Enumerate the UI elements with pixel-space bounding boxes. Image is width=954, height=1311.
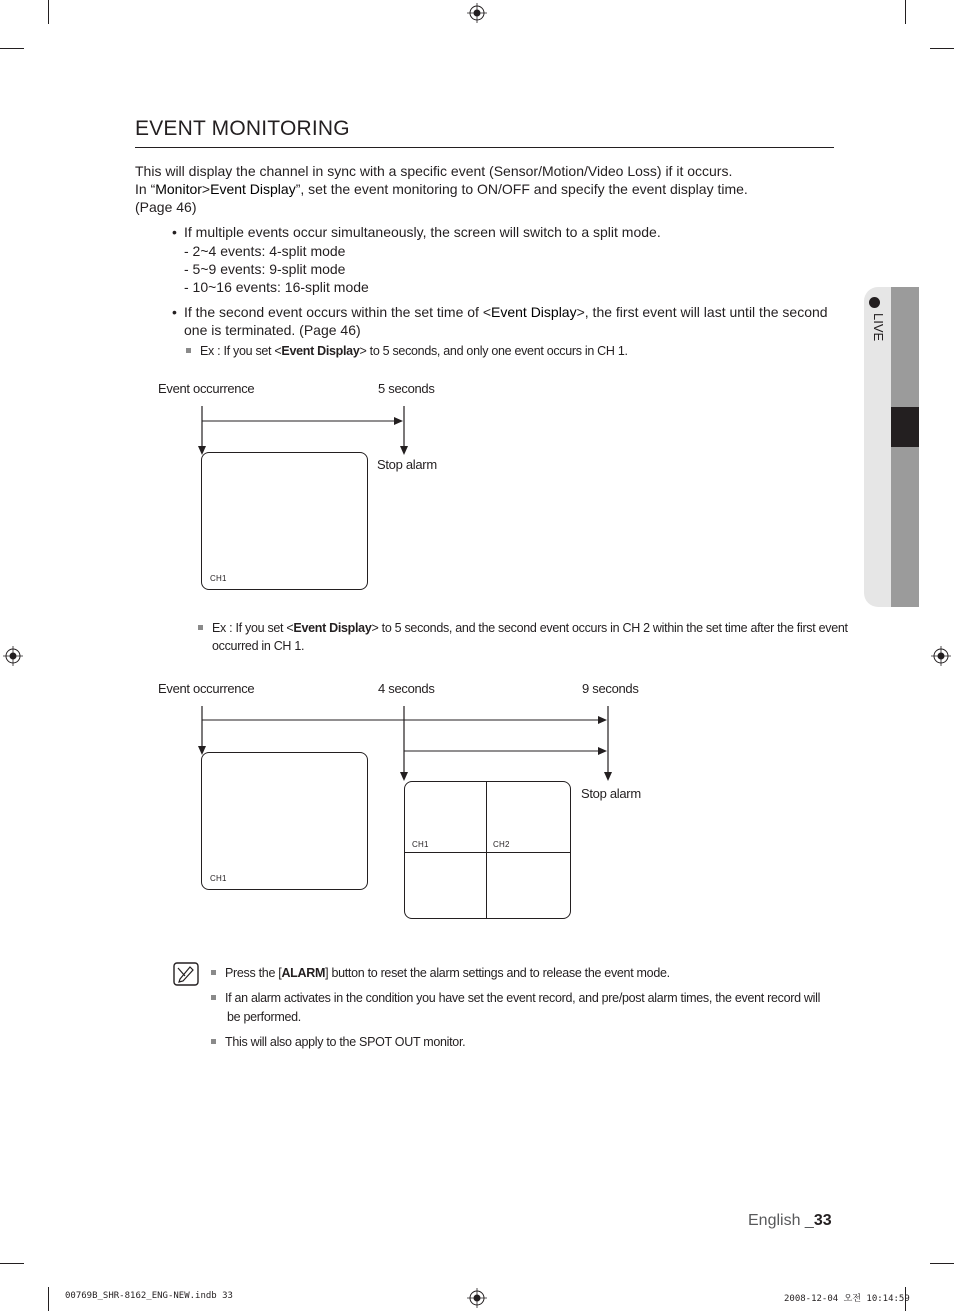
side-tab-label-wrap [868,313,888,353]
example-1 [186,342,628,360]
crop-mark [930,48,954,49]
note-text: ] button to reset the alarm settings and to release the event mode. [325,966,670,980]
bullet-marker: • [172,224,177,240]
note-item-line2: be performed. [227,1010,301,1024]
note-item [211,1033,465,1051]
menu-event-display: Event Display [210,181,296,197]
bullet-text-part: If the second event occurs within the set time of < [184,304,491,320]
crop-mark [0,1263,24,1264]
title-rule [135,147,834,148]
example-bold: Event Display [293,621,372,635]
crop-mark [48,0,49,24]
menu-separator: > [201,181,211,197]
example-text: Ex : If you set < [212,621,294,635]
note-text: Press the [ [225,966,282,980]
print-slug-file: 00769B_SHR-8162_ENG-NEW.indb 33 [65,1291,233,1301]
example-text: > to 5 seconds, and the second event occurs in CH 2 within the set time after the first event [371,621,848,635]
diagram1-label-end: 5 seconds [378,381,435,396]
split-divider [405,852,570,853]
channel-label: CH1 [412,840,429,849]
diagram1-label-stop: Stop alarm [377,457,437,472]
diagram2-label-end: 9 seconds [582,681,639,696]
monitor-split-screen [404,781,571,919]
channel-label: CH1 [210,874,227,883]
example-text: > to 5 seconds, and only one event occurs in CH 1. [359,344,628,358]
monitor-screen [201,452,368,590]
crop-mark [930,1263,954,1264]
square-bullet-icon [198,625,203,630]
intro-line-2 [135,180,748,198]
bullet-text-line2: one is terminated. (Page 46) [184,322,361,338]
bullet-subitem: - 5~9 events: 9-split mode [184,261,346,277]
split-divider [486,782,487,918]
square-bullet-icon [186,348,191,353]
bullet-subitem: - 10~16 events: 16-split mode [184,279,369,295]
registration-mark-icon [931,646,951,666]
menu-event-display: Event Display [491,304,577,320]
square-bullet-icon [211,1039,216,1044]
note-item [211,964,670,982]
note-item [211,989,820,1007]
note-text: If an alarm activates in the condition you have set the event record, and pre/post alarm times, the event record will [225,991,821,1005]
crop-mark [48,1287,49,1311]
example-text: Ex : If you set < [200,344,282,358]
diagram1-label-start: Event occurrence [158,381,255,396]
footer-language: English _ [748,1212,814,1229]
intro-line-3: (Page 46) [135,199,197,215]
monitor-screen [201,752,368,890]
page-number: 33 [813,1212,832,1229]
square-bullet-icon [211,970,216,975]
diagram2-label-stop: Stop alarm [581,786,641,801]
menu-monitor: Monitor [155,181,202,197]
diagram2-label-mid: 4 seconds [378,681,435,696]
channel-label: CH2 [493,840,510,849]
registration-mark-icon [467,1288,487,1308]
intro-text: ”, set the event monitoring to ON/OFF and specify the event display time. [295,181,748,197]
page-footer [748,1212,832,1230]
square-bullet-icon [211,995,216,1000]
channel-label: CH1 [210,574,227,583]
side-tab-label: LIVE [871,313,886,342]
note-bold: ALARM [281,966,326,980]
example-2 [198,619,848,637]
side-tab-marker [891,407,919,447]
side-tab-strip [891,287,919,607]
example-2-line2: occurred in CH 1. [212,639,305,653]
bullet-subitem: - 2~4 events: 4-split mode [184,243,346,259]
bullet-dot-icon [869,297,880,308]
bullet-text [184,303,828,321]
note-pencil-icon [173,962,199,986]
example-bold: Event Display [281,344,360,358]
note-text: This will also apply to the SPOT OUT monitor. [225,1035,466,1049]
bullet-text: If multiple events occur simultaneously, the screen will switch to a split mode. [184,224,661,240]
bullet-marker: • [172,304,177,320]
intro-text: In “ [135,181,156,197]
registration-mark-icon [467,3,487,23]
crop-mark [905,0,906,24]
diagram1-timeline [190,400,420,460]
bullet-text-part: >, the first event will last until the second [576,304,828,320]
diagram2-label-start: Event occurrence [158,681,255,696]
page-title: EVENT MONITORING [135,117,350,140]
registration-mark-icon [3,646,23,666]
intro-line-1: This will display the channel in sync with a specific event (Sensor/Motion/Video Loss) if it occurs. [135,163,733,179]
crop-mark [0,48,24,49]
print-slug-date: 2008-12-04 오전 10:14:59 [784,1294,910,1304]
